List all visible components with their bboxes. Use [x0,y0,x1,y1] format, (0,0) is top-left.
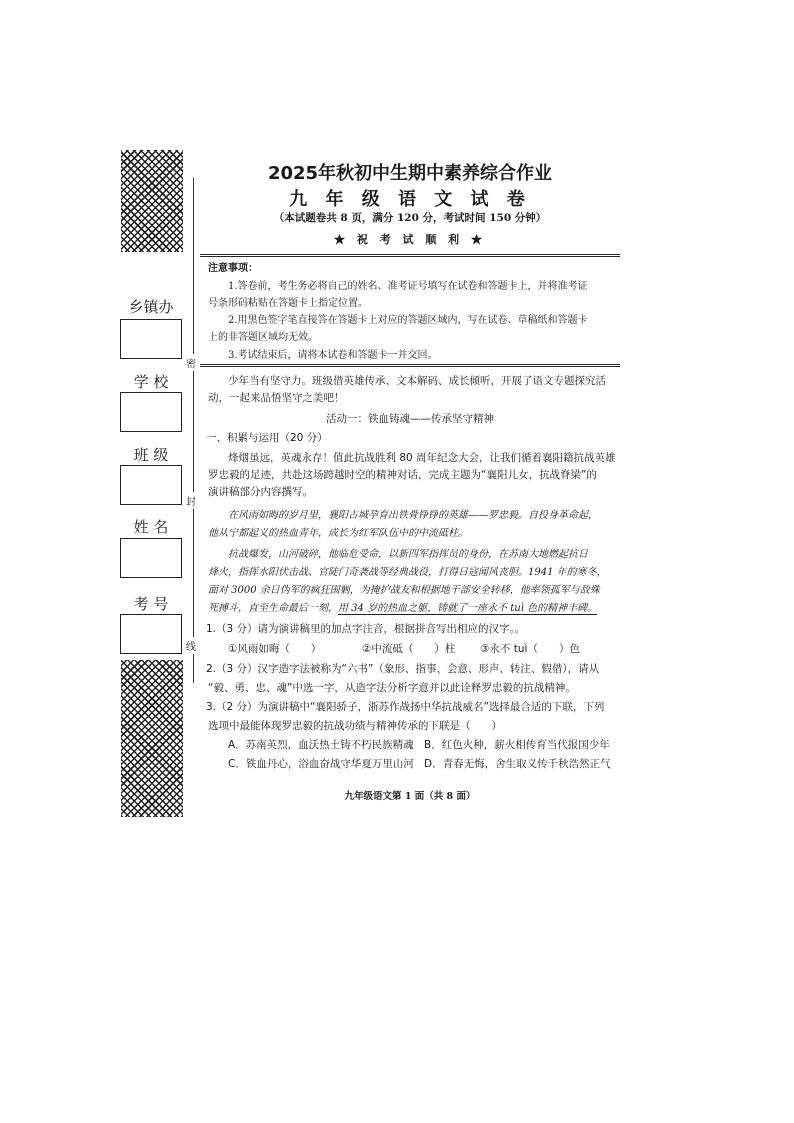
label-class: 班 级 [133,446,169,464]
binding-line [193,178,194,683]
question-1-item: ③永不 tuì（ ）色 [480,643,580,655]
option-a: A．苏南英烈，血沃热土铸不朽民族精魂 [228,739,414,751]
binding-char-mi: 密 [186,354,196,371]
speech-line-last [208,600,597,617]
option-b: B．红色火种，薪火相传育当代报国少年 [424,739,610,751]
good-luck-line: ★ 祝 考 试 顺 利 ★ [334,233,486,246]
speech-line: 面对 3000 余日伪军的疯狂围剿，为掩护战友和根据地干部安全转移，他率领孤军与敌殊 [208,585,600,596]
page-footer: 九年级语文第 1 面（共 8 面） [344,791,476,802]
notice-line: 2.用黑色签字笔直接答在答题卡上对应的答题区域内，写在试卷、草稿纸和答题卡 [228,315,588,326]
exam-info: （本试题卷共 8 页，满分 120 分，考试时间 150 分钟） [273,212,547,224]
label-school: 学 校 [133,373,169,391]
activity-title: 活动一：铁血铸魂——传承坚守精神 [326,413,494,425]
binding-char-feng: 封 [186,492,196,509]
notice-rule [200,364,620,367]
label-township: 乡镇办 [128,298,174,316]
notice-line: 3.考试结束后，请将本试卷和答题卡一并交回。 [228,350,438,361]
option-d: D．青春无悔，舍生取义传千秋浩然正气 [424,758,611,770]
speech-line: 烽火，指挥水阳伏击战、官陡门奇袭战等经典战役，打得日寇闻风丧胆。1941 年的寒冬， [208,567,607,578]
class-field[interactable] [120,465,182,505]
question-2-line: 2.（3 分）汉字造字法被称为“六书”（象形、指事、会意、形声、转注、假借），请从 [206,663,600,675]
hatch-pattern-top [121,150,183,252]
speech-line: 抗战爆发，山河破碎，他临危受命，以新四军指挥员的身份，在苏南大地燃起抗日 [228,549,588,560]
exam-number-field[interactable] [120,614,182,654]
question-3-line: 选项中最能体现罗忠毅的抗战功绩与精神传承的下联是（ ） [208,720,502,732]
notice-line: 上的非答题区域均无效。 [208,332,318,343]
exam-title: 2025年秋初中生期中素养综合作业 [267,163,553,184]
question-1: 1.（3 分）请为演讲稿里的加点字注音，根据拼音写出相应的汉字。。 [206,623,526,635]
speech-underlined-text: 用 34 岁的热血之躯，铸就了一座永不 tuì 色的精神丰碑。 [338,603,598,614]
binding-char-xian: 线 [186,637,196,654]
prompt-line: 演讲稿部分内容撰写。 [208,486,313,498]
question-1-item: ②中流砥（ ）柱 [362,643,456,655]
speech-text: 死搏斗，直至生命最后一刻， [208,603,338,614]
intro-line: 动，一起来品悟坚守之美吧！ [208,392,345,404]
school-field[interactable] [120,392,182,432]
question-1-item: ①风雨如晦（ ） [228,643,322,655]
hatch-pattern-bottom [121,660,183,817]
township-field[interactable] [120,319,182,359]
section-title: 一、积累与运用（20 分） [206,432,328,444]
header-rule [200,254,620,257]
prompt-line: 罗忠毅的足迹，共赴这场跨越时空的精神对话，完成主题为“襄阳儿女，抗战脊梁”的 [208,469,597,481]
label-name: 姓 名 [133,518,169,536]
question-2-line: “毅、勇、忠、魂”中选一字，从造字法分析字意并以此诠释罗忠毅的抗战精神。 [208,682,576,694]
question-3-line: 3.（2 分）为演讲稿中“襄阳骄子，浙苏作战扬中华抗战威名”选择最合适的下联，下列 [206,701,605,713]
option-c: C．铁血丹心，浴血奋战守华夏万里山河 [228,758,414,770]
label-exam-number: 考 号 [133,595,169,613]
exam-subtitle: 九 年 级 语 文 试 卷 [289,189,531,210]
notice-heading: 注意事项： [208,263,258,274]
prompt-line: 烽烟虽远，英魂永存！值此抗战胜利 80 周年纪念大会，让我们循着襄阳籍抗战英雄 [228,452,616,464]
notice-line: 号条形码粘贴在答题卡上指定位置。 [208,298,368,309]
intro-line: 少年当有坚守力。班级借英雄传承、文本解码、成长倾听，开展了语文专题探究活 [228,375,606,387]
speech-line: 在风雨如晦的岁月里，襄阳古城孕育出铁骨铮铮的英雄——罗忠毅。自投身革命起， [228,510,598,521]
name-field[interactable] [120,538,182,578]
notice-line: 1.答卷前，考生务必将自己的姓名、准考证号填写在试卷和答题卡上，并将准考证 [228,281,588,292]
speech-line: 他从宁都起义的热血青年，成长为红军队伍中的中流砥柱。 [208,528,468,539]
